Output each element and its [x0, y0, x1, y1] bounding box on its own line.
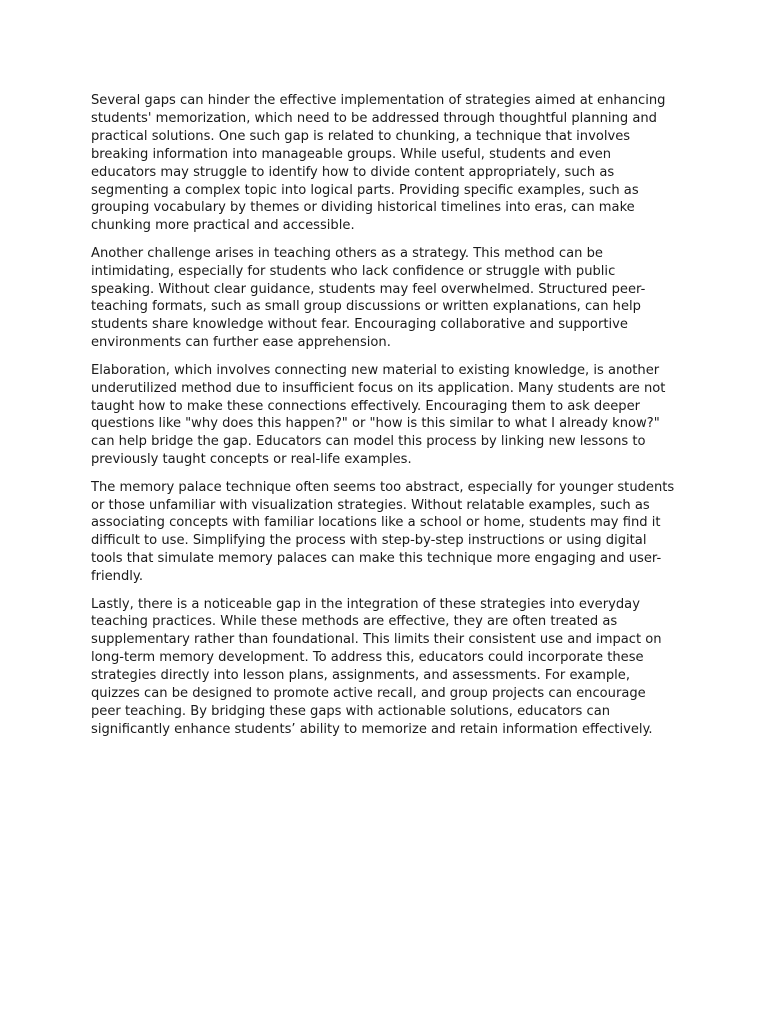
paragraph-integration: Lastly, there is a noticeable gap in the integration of these strategies into everyday teaching practices. While these methods are effective, they are often treated as supplementary rather than foundational. This limits their consistent use and impact on long-term memory development. To address this, educators could incorporate these strategies directly into lesson plans, assignments, and assessments. For example, quizzes can be designed to promote active recall, and group projects can encourage peer teaching. By bridging these gaps with actionable solutions, educators can significantly enhance students’ ability to memorize and retain information effectively.: [91, 596, 662, 737]
document-body: [91, 92, 677, 748]
paragraph-elaboration: Elaboration, which involves connecting new material to existing knowledge, is another underutilized method due to insufficient focus on its application. Many students are not taught how to make these connections effectively. Encouraging them to ask deeper questions like "why does this happen?" or "how is this similar to what I already know?" can help bridge the gap. Educators can model this process by linking new lessons to previously taught concepts or real-life examples.: [91, 362, 666, 468]
paragraph-memory-palace: The memory palace technique often seems too abstract, especially for younger students or those unfamiliar with visualization strategies. Without relatable examples, such as associating concepts with familiar locations like a school or home, students may find it difficult to use. Simplifying the process with step-by-step instructions or using digital tools that simulate memory palaces can make this technique more engaging and user-friendly.: [91, 479, 675, 585]
paragraph-chunking: Several gaps can hinder the effective implementation of strategies aimed at enhancing students' memorization, which need to be addressed through thoughtful planning and practical solutions. One such gap is related to chunking, a technique that involves breaking information into manageable groups. While useful, students and even educators may struggle to identify how to divide content appropriately, such as segmenting a complex topic into logical parts. Providing specific examples, such as grouping vocabulary by themes or dividing historical timelines into eras, can make chunking more practical and accessible.: [91, 93, 666, 234]
paragraph-teaching-others: Another challenge arises in teaching others as a strategy. This method can be intimidating, especially for students who lack confidence or struggle with public speaking. Without clear guidance, students may feel overwhelmed. Structured peer-teaching formats, such as small group discussions or written explanations, can help students share knowledge without fear. Encouraging collaborative and supportive environments can further ease apprehension.: [91, 245, 646, 351]
